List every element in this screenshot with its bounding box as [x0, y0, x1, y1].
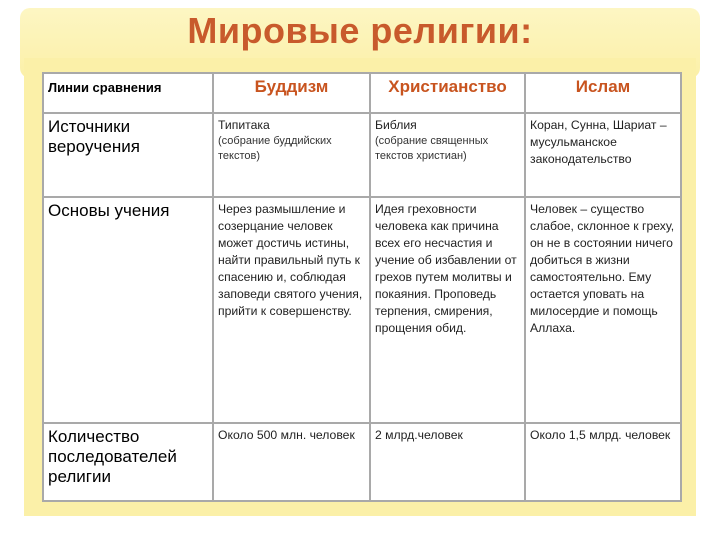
cell-note: (собрание буддийских текстов) — [218, 135, 332, 162]
table-row — [43, 113, 681, 197]
cell-islam-foundations: Человек – существо слабое, склонное к греху, он не в состоянии ничего добиться в жизни самостоятельно. Ему остается уповать на милосердие и помощь Аллаха. — [525, 197, 681, 423]
header-comparison-lines: Линии сравнения — [43, 73, 213, 113]
cell-christianity-foundations: Идея греховности человека как причина всех его несчастия и учение об избавлении от грехов путем молитвы и покаяния. Проповедь терпения, смирения, прощения обид. — [370, 197, 525, 423]
table-row — [43, 197, 681, 423]
cell-christianity-followers: 2 млрд.человек — [370, 423, 525, 501]
table-header-row — [43, 73, 681, 113]
row-label-followers: Количество последователей религии — [43, 423, 213, 501]
cell-text: Библия — [375, 118, 417, 132]
header-islam: Ислам — [525, 73, 681, 113]
header-christianity: Христианство — [370, 73, 525, 113]
cell-christianity-sources — [370, 113, 525, 197]
cell-buddhism-foundations: Через размышление и созерцание человек может достичь истины, найти правильный путь к спасению и, соблюдая заповеди святого учения, прийти к совершенству. — [213, 197, 370, 423]
cell-note: (собрание священных текстов христиан) — [375, 135, 489, 162]
cell-text: Типитака — [218, 118, 270, 132]
table-row — [43, 423, 681, 501]
cell-islam-sources: Коран, Сунна, Шариат – мусульманское законодательство — [525, 113, 681, 197]
page-title: Мировые религии: — [187, 10, 533, 51]
row-label-sources: Источники вероучения — [43, 113, 213, 197]
comparison-table — [42, 72, 682, 502]
row-label-foundations: Основы учения — [43, 197, 213, 423]
header-buddhism: Буддизм — [213, 73, 370, 113]
cell-islam-followers: Около 1,5 млрд. человек — [525, 423, 681, 501]
cell-buddhism-sources — [213, 113, 370, 197]
cell-buddhism-followers: Около 500 млн. человек — [213, 423, 370, 501]
